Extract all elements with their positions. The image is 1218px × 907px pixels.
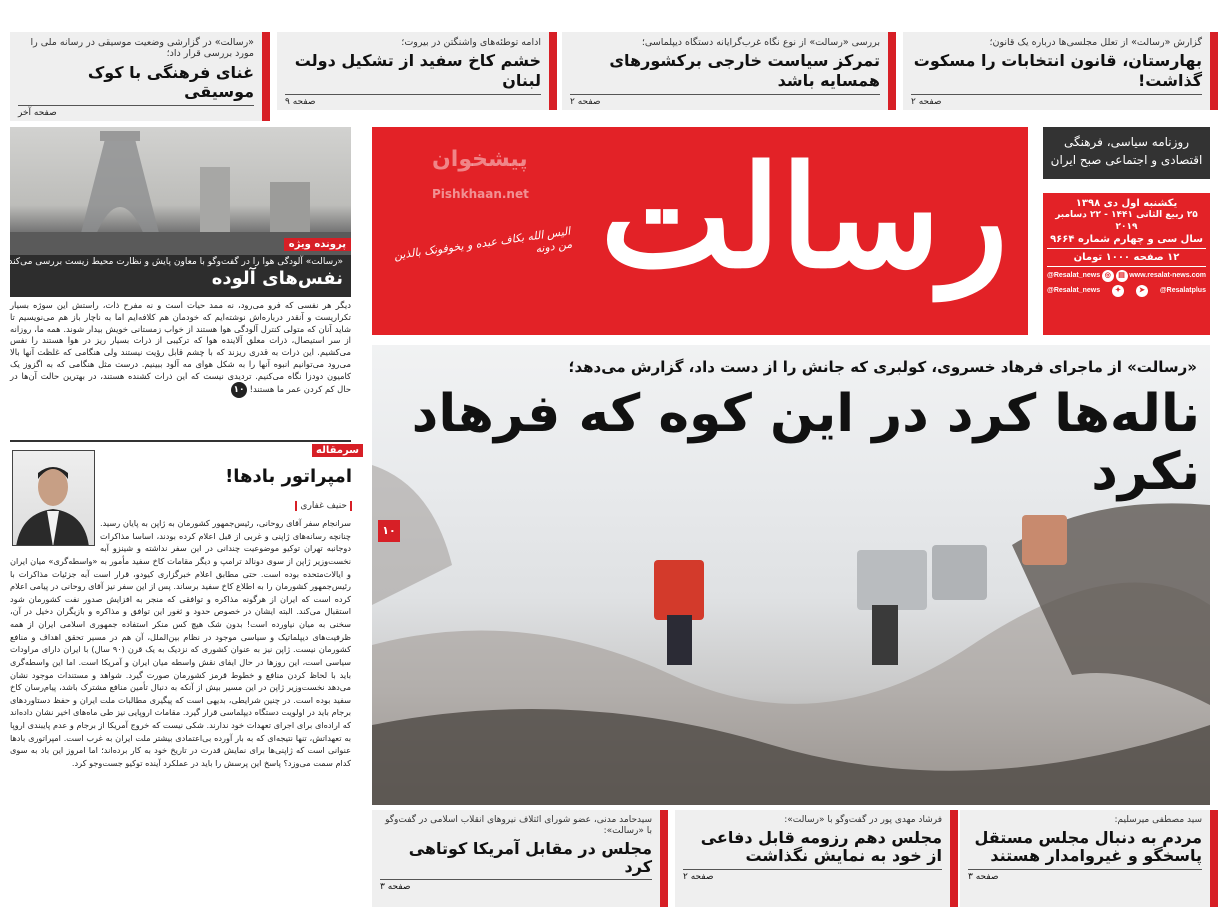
instagram-icon: ◎ <box>1102 270 1114 282</box>
divider <box>968 869 1202 870</box>
accent-bar <box>888 32 896 110</box>
divider <box>1047 266 1206 267</box>
telegram-handle[interactable]: @Resalatplus <box>1159 287 1206 295</box>
teaser-page: صفحه ۲ <box>911 96 942 107</box>
divider <box>380 879 652 880</box>
twitter-handle[interactable]: @Resalat_news <box>1047 287 1101 295</box>
issue-date-alt: ۲۵ ربیع الثانی ۱۴۴۱ - ۲۲ دسامبر ۲۰۱۹ <box>1055 210 1198 232</box>
top-teaser-4[interactable] <box>10 32 262 121</box>
teaser-headline[interactable]: مردم به دنبال مجلس مستقل پاسخگو و غیروامدار هستند <box>974 827 1202 866</box>
tagline-line: روزنامه سیاسی، فرهنگی <box>1063 135 1190 149</box>
teaser-headline[interactable]: مجلس در مقابل آمریکا کوتاهی کرد <box>408 838 652 876</box>
editorial-body <box>10 517 351 770</box>
teaser-kicker: سیدحامد مدنی، عضو شورای ائتلاف نیروهای انقلاب اسلامی در گفت‌وگو با «رسالت»: <box>385 815 652 836</box>
top-teaser-3[interactable] <box>277 32 549 110</box>
page-number-badge[interactable]: ۱۰ <box>378 520 400 542</box>
special-file-label: پرونده ویژه <box>284 238 351 251</box>
teaser-page: صفحه ۲ <box>683 871 714 882</box>
main-story-kicker: «رسالت» از ماجرای فرهاد خسروی، کولبری که جانش را از دست داد، گزارش می‌دهد؛ <box>568 358 1197 376</box>
website-icon: ▤ <box>1116 270 1128 282</box>
teaser-headline[interactable]: مجلس دهم رزومه قابل دفاعی از خود به نمایش نگذاشت <box>700 827 942 866</box>
instagram-handle[interactable]: @Resalat_news <box>1047 272 1101 280</box>
issue-number: سال سی و چهارم شماره ۹۶۶۴ <box>1050 234 1203 246</box>
tagline-line: اقتصادی و اجتماعی صبح ایران <box>1050 153 1203 167</box>
photo-spacer <box>10 517 100 549</box>
twitter-icon: ✦ <box>1112 285 1124 297</box>
teaser-headline[interactable]: بهارستان، قانون انتخابات را مسکوت گذاشت! <box>913 51 1202 90</box>
newspaper-name: رسالت <box>600 136 1008 300</box>
accent-bar <box>549 32 557 110</box>
accent-bar <box>1210 32 1218 110</box>
bottom-teaser-3[interactable] <box>372 810 660 907</box>
social-row <box>1047 285 1206 297</box>
divider <box>683 869 942 870</box>
tagline-box <box>1043 127 1210 179</box>
teaser-headline[interactable]: خشم کاخ سفید از تشکیل دولت لبنان <box>294 51 541 90</box>
editorial-text: سرانجام سفر آقای روحانی، رئیس‌جمهور کشورمان به ژاپن به پایان رسید. چنانچه رسانه‌های ژاپنی و غربی از قبل اعلام کرده بودند، اساسا مذاکرات دوجانبه تهران توکیو موضوعیت چندانی در این سفر نداشته و شینزو آبه نخست‌وزیر ژاپن از سوی دونالد ترامپ و دیگر مقامات کاخ سفید مأمور به «واسطه‌گری» میان ایران و ایالات‌متحده بوده است. حتی مطابق اعلام خبرگزاری کیودو، قرار است آبه جزئیات مذاکرات با رئیس‌جمهور کشورمان را به اطلاع کاخ سفید برساند. پس از این سفر نیز آقای روحانی در پیامی اعلام کرده است که ایران از هرگونه مذاکره و توافقی که منجر به افزایش صدور نفت کشورمان شود استقبال می‌کند. البته ایشان در خصوص حدود و ثغور این توافق و مذاکره و بازیگران دخیل در آن، سخنی به میان نیاورده است! بدون شک هیچ کس منکر استفاده جمهوری اسلامی ایران از همه ظرفیت‌های دیپلماتیک و سیاسی موجود در نظام بین‌الملل، آن هم در مسیر تحقق اهداف و منافع کشورمان نیست. ژاپن نیز به عنوان کشوری که نزدیک به یک قرن (۹۰ سال) با ایران دارای مراودات سیاسی است، این روزها در حال ایفای نقش واسطه میان ایران و آمریکا است. اما این واسطه‌گری باید با لحاظ کردن منافع و خطوط قرمز کشورمان صورت گیرد. شواهد و مستندات موجود نشان می‌دهد نخست‌وزیر ژاپن در این مسیر بیش از آنکه به دنبال تأمین منافع مشترک باشد، پیام‌رسان کاخ سفید بوده است. در چنین شرایطی، بدیهی است که پیگیری مطالبات ملت ایران و حفظ دستاوردهای برجام باید در اولویت دستگاه دیپلماسی قرار گیرد. مقامات اروپایی نیز طی ماه‌های اخیر نشان داده‌اند که اراده‌ای برای اجرای تعهدات خود ندارند. شکی نیست که خروج آمریکا از برجام و عدم پایبندی اروپا به تعهداتش، تنها نتیجه‌ای که به بار آورده بی‌اعتمادی بیشتر ملت ایران به غرب است. امپراتوری بادها عنوانی است که ژاپنی‌ها برای نمایش قدرت در تاریخ خود به کار برده‌اند؛ اما امروز این باد به سوی کدام سمت می‌وزد؟ پاسخ این پرسش را باید در عملکرد آینده توکیو جست‌وجو کرد. <box>10 518 351 768</box>
teaser-page: صفحه ۳ <box>968 871 999 882</box>
divider <box>18 105 254 106</box>
teaser-headline[interactable]: تمرکز سیاست خارجی برکشورهای همسایه باشد <box>609 51 880 90</box>
top-teaser-2[interactable] <box>562 32 888 110</box>
teaser-page: صفحه آخر <box>18 108 57 119</box>
accent-bar <box>1210 810 1218 907</box>
air-story-header <box>5 239 351 297</box>
divider <box>911 94 1202 95</box>
masthead-logo <box>372 127 1028 335</box>
editorial-label: سرمقاله <box>312 444 363 457</box>
editorial-title[interactable]: امپراتور بادها! <box>225 466 352 487</box>
teaser-kicker: سید مصطفی میرسلیم: <box>1114 815 1202 825</box>
teaser-kicker: گزارش «رسالت» از تعلل مجلسی‌ها درباره یک قانون؛ <box>989 37 1202 48</box>
accent-bar <box>262 32 270 121</box>
divider <box>1047 248 1206 249</box>
social-row <box>1047 270 1206 282</box>
air-story-headline[interactable]: نفس‌های آلوده <box>211 268 343 289</box>
bottom-teaser-2[interactable] <box>675 810 950 907</box>
author-name: حنیف غفاری <box>295 501 352 511</box>
watermark-latin: Pishkhaan.net <box>432 187 529 201</box>
teaser-kicker: فرشاد مهدی پور در گفت‌وگو با «رسالت»: <box>784 815 942 825</box>
issue-price: ۱۲ صفحه ۱۰۰۰ تومان <box>1073 252 1180 264</box>
watermark: پیشخوان <box>432 147 528 172</box>
teaser-kicker: ادامه توطئه‌های واشنگتن در بیروت؛ <box>401 37 541 48</box>
telegram-icon: ➤ <box>1136 285 1148 297</box>
teaser-kicker: «رسالت» در گزارشی وضعیت موسیقی در رسانه ملی را مورد بررسی قرار داد؛ <box>30 37 254 60</box>
masthead-slogan: الیس الله بکاف عبده و یخوفونک بالذین من دونه <box>393 224 573 263</box>
teaser-page: صفحه ۳ <box>380 882 411 893</box>
teaser-kicker: بررسی «رسالت» از نوع نگاه غرب‌گرایانه دستگاه دیپلماسی؛ <box>641 37 880 48</box>
website-link[interactable]: www.resalat-news.com <box>1129 272 1206 280</box>
teaser-page: صفحه ۹ <box>285 96 316 107</box>
page-number-badge[interactable]: ۱۰ <box>231 382 247 398</box>
divider <box>285 94 541 95</box>
air-story-text: دیگر هر نفسی که فرو می‌رود، نه ممد حیات است و نه مفرح ذات، راستش این سوژه بسیار تکراریست و آنقدر درباره‌اش نوشته‌ایم که خودمان هم کلافه‌ایم اما به ناچار باز هم می‌نویسیم تا شاید آنان که متولی کنترل آلودگی هوا هستند از خواب زمستانی خویش بیدار شوند. همه ما، روزانه از سر استیصال، ذرات معلق آلاینده هوا که ترکیبی از ذرات بسیار ریز در هوا هستند را نفس می‌کشیم. این ذرات به قدری ریزند که با چشم قابل رؤیت نیستند ولی هنگامی که غلظت آنها بالا می‌رود می‌توانیم انبوه آنها را به شکل هوای مه آلود ببینیم. درست مثل هنگامی که به اگزوز یک کامیون دودزا نگاه می‌کنیم. تردیدی نیست که این ذرات کشنده هستند، در بهترین حالت آن‌ها در حال کم کردن عمر ما هستند! <box>10 300 351 395</box>
top-teaser-1[interactable] <box>903 32 1210 110</box>
divider <box>570 94 880 95</box>
issue-date: یکشنبه اول دی ۱۳۹۸ <box>1075 198 1178 209</box>
main-story-headline[interactable]: ناله‌ها کرد در این کوه که فرهاد نکرد <box>411 384 1200 503</box>
air-story-body <box>10 300 351 398</box>
editorial-author <box>100 501 352 511</box>
accent-bar <box>660 810 668 907</box>
divider <box>10 440 351 442</box>
teaser-page: صفحه ۲ <box>570 96 601 107</box>
air-story-kicker: «رسالت» آلودگی هوا را در گفت‌وگو با معاون پایش و نظارت محیط زیست بررسی می‌کند؛ <box>5 257 343 267</box>
teaser-headline[interactable]: غنای فرهنگی با کوک موسیقی <box>87 62 254 101</box>
bottom-teaser-1[interactable] <box>960 810 1210 907</box>
issue-info <box>1043 193 1210 335</box>
accent-bar <box>950 810 958 907</box>
